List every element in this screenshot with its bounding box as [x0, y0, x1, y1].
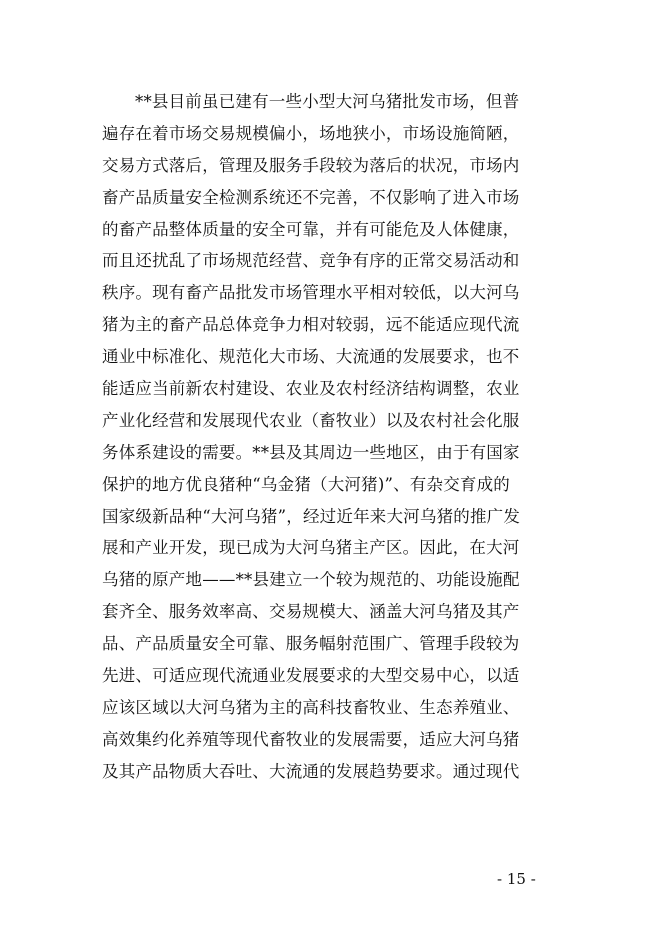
paragraph-line: 务体系建设的需要。**县及其周边一些地区，由于有国家 [102, 442, 520, 462]
page-number: - 15 - [497, 870, 536, 888]
paragraph-line: 国家级新品种“大河乌猪”，经过近年来大河乌猪的推广发 [102, 506, 521, 526]
paragraph-line: 乌猪的原产地——**县建立一个较为规范的、功能设施配 [102, 570, 520, 590]
paragraph-line: 先进、可适应现代流通业发展要求的大型交易中心，以适 [102, 666, 520, 686]
body-paragraph [102, 86, 558, 788]
paragraph-line: 通业中标准化、规范化大市场、大流通的发展要求，也不 [102, 347, 520, 367]
paragraph-line: 品、产品质量安全可靠、服务幅射范围广、管理手段较为 [102, 634, 520, 654]
paragraph-line: 交易方式落后，管理及服务手段较为落后的状况，市场内 [102, 155, 520, 175]
paragraph-line: 及其产品物质大吞吐、大流通的发展趋势要求。通过现代 [102, 761, 520, 781]
paragraph-line: 畜产品质量安全检测系统还不完善，不仅影响了进入市场 [102, 187, 520, 207]
paragraph-line: 的畜产品整体质量的安全可靠，并有可能危及人体健康， [102, 219, 520, 239]
paragraph-line: 高效集约化养殖等现代畜牧业的发展需要，适应大河乌猪 [102, 729, 520, 749]
paragraph-line: 而且还扰乱了市场规范经营、竞争有序的正常交易活动和 [102, 251, 520, 271]
paragraph-line: 能适应当前新农村建设、农业及农村经济结构调整，农业 [102, 379, 520, 399]
paragraph-line: 应该区域以大河乌猪为主的高科技畜牧业、生态养殖业、 [102, 697, 520, 717]
paragraph-line: 秩序。现有畜产品批发市场管理水平相对较低，以大河乌 [102, 283, 520, 303]
paragraph-line: 保护的地方优良猪种“乌金猪（大河猪)”、有杂交育成的 [102, 474, 511, 494]
paragraph-line: 产业化经营和发展现代农业（畜牧业）以及农村社会化服 [102, 410, 520, 430]
paragraph-line: 展和产业开发，现已成为大河乌猪主产区。因此，在大河 [102, 538, 520, 558]
paragraph-line: **县目前虽已建有一些小型大河乌猪批发市场，但普 [135, 92, 520, 111]
paragraph-line: 套齐全、服务效率高、交易规模大、涵盖大河乌猪及其产 [102, 602, 520, 622]
paragraph-line: 遍存在着市场交易规模偏小，场地狭小，市场设施简陋， [102, 123, 520, 143]
paragraph-line: 猪为主的畜产品总体竞争力相对较弱，远不能适应现代流 [102, 315, 520, 335]
